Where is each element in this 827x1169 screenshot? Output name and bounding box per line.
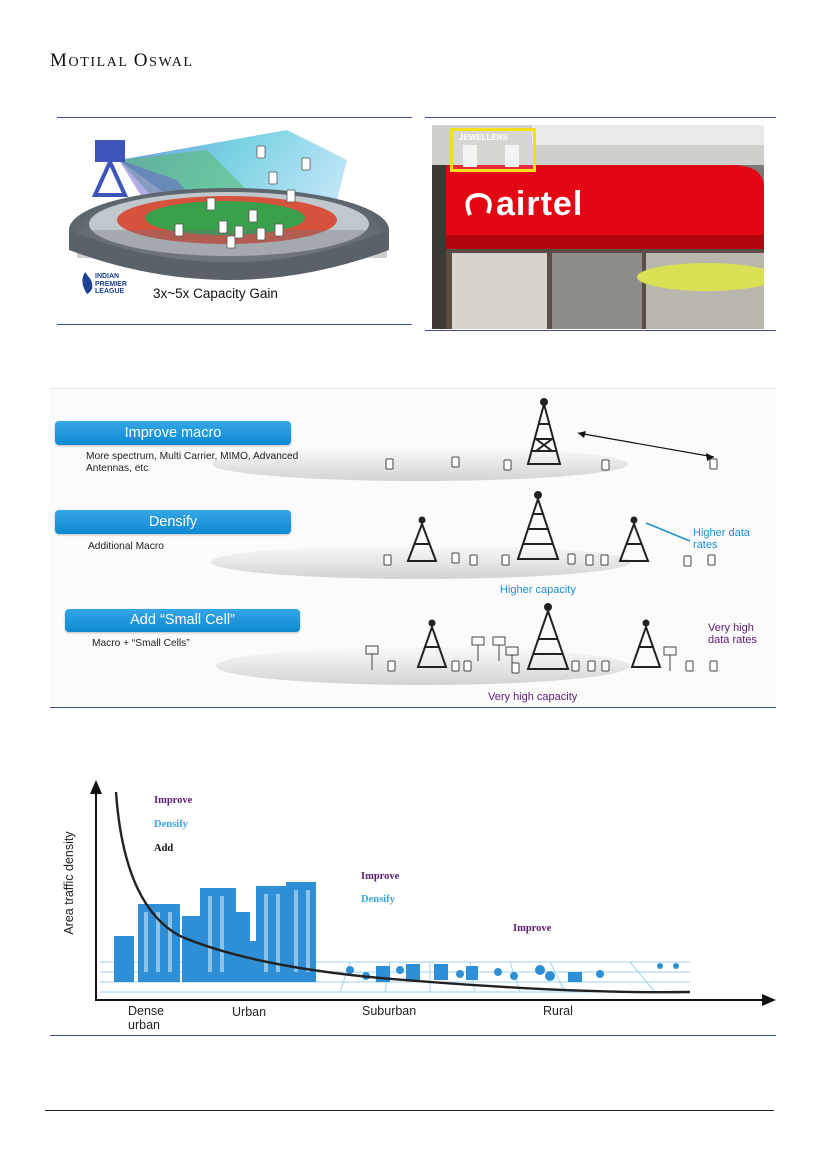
company-logo [50, 50, 194, 72]
add-small-cell-button [65, 609, 300, 632]
small-cell-unit-2 [505, 145, 519, 167]
logo-initial-1: M [50, 50, 69, 71]
airtel-store-photo [432, 125, 764, 329]
tag-improve-rural: Improve [513, 923, 552, 934]
densification-figure [50, 388, 776, 706]
densification-bottom-rule [50, 707, 776, 708]
zone-dense-urban: Dense urban [128, 1004, 165, 1032]
improve-macro-button [55, 421, 291, 445]
add-small-cell-label: Add “Small Cell” [130, 612, 235, 628]
zone-suburban: Suburban [362, 1004, 417, 1018]
tag-improve-dense: Improve [154, 795, 193, 806]
small-cell-highlight-box [450, 128, 536, 172]
airtel-brand-text: airtel [496, 185, 584, 223]
small-cell-unit-1 [463, 145, 477, 167]
tag-add-dense: Add [154, 843, 174, 854]
y-axis-label: Area traffic density [62, 831, 76, 935]
densify-button [55, 510, 291, 534]
store-bottom-rule [425, 330, 776, 331]
add-small-cell-note: Macro + “Small Cells” [92, 638, 190, 649]
tag-densify-dense: Densify [154, 819, 188, 830]
densify-note: Additional Macro [88, 541, 164, 552]
logo-word-2: SWAL [149, 55, 194, 70]
higher-data-rates-label: Higher data rates [693, 527, 750, 551]
logo-initial-2: O [133, 50, 150, 71]
logo-word-1: OTILAL [68, 55, 129, 70]
zone-rural: Rural [543, 1004, 573, 1018]
store-top-rule [425, 117, 776, 118]
traffic-density-figure [50, 766, 776, 1034]
cell-tower-icon [95, 140, 125, 195]
improve-macro-note: More spectrum, Multi Carrier, MIMO, Advanced Antennas, etc [86, 451, 299, 474]
stadium-top-rule [57, 117, 412, 118]
traffic-bottom-rule [50, 1035, 776, 1036]
capacity-caption: 3x~5x Capacity Gain [153, 286, 278, 301]
traffic-density-illustration [50, 766, 776, 1034]
zone-urban: Urban [232, 1005, 267, 1019]
tag-improve-suburban: Improve [361, 871, 400, 882]
stadium-bottom-rule [57, 324, 412, 325]
higher-capacity-label: Higher capacity [500, 584, 576, 596]
improve-macro-label: Improve macro [124, 425, 222, 441]
densify-label: Densify [148, 514, 198, 530]
ipl-logo-text: INDIAN PREMIER LEAGUE [95, 273, 127, 295]
ipl-logo-icon [82, 272, 92, 294]
footer-rule [45, 1110, 774, 1111]
tag-densify-suburban: Densify [361, 894, 395, 905]
very-high-capacity-label: Very high capacity [488, 691, 578, 703]
stadium-figure [57, 120, 412, 322]
jeweller-sign-text: JEWELLERS [459, 133, 508, 142]
very-high-data-rates-label: Very high data rates [708, 622, 757, 646]
